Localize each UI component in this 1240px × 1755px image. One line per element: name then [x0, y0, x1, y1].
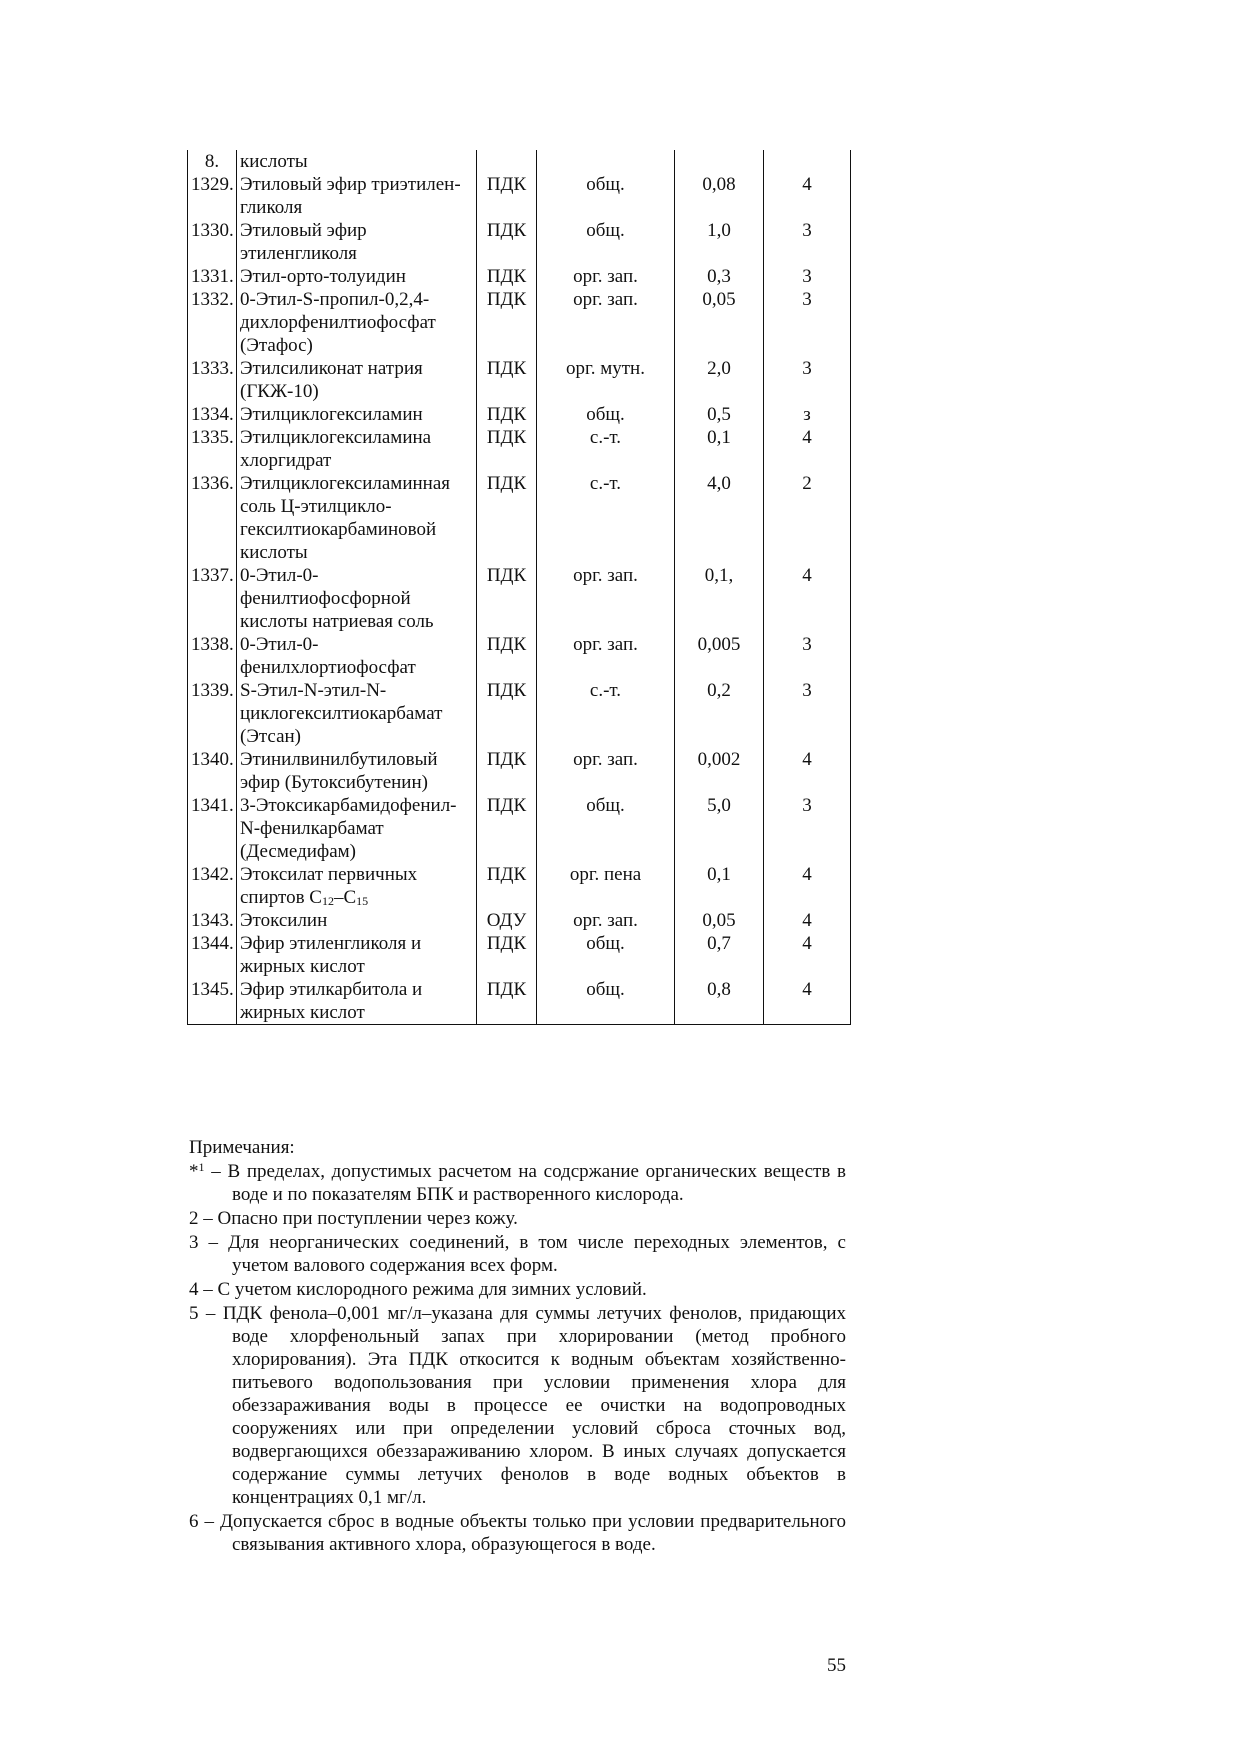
norm-type: ПДК: [477, 978, 537, 1025]
row-number: 1344.: [188, 932, 237, 978]
note-2: 2 – Опасно при поступлении через кожу.: [189, 1208, 518, 1229]
hazard-class: 4: [764, 909, 851, 932]
table-row: [188, 794, 851, 863]
table-row: [188, 909, 851, 932]
hazard-class: з: [764, 403, 851, 426]
hazard-class: 2: [764, 472, 851, 564]
hazard-class: 3: [764, 357, 851, 403]
norm-value: 0,05: [675, 288, 764, 357]
row-number: 1338.: [188, 633, 237, 679]
hazard-sign: орг. зап.: [537, 748, 675, 794]
norm-value: 0,7: [675, 932, 764, 978]
substance-name: Этиловый эфир этиленгликоля: [237, 219, 477, 265]
norm-type: [477, 150, 537, 173]
norm-type: ОДУ: [477, 909, 537, 932]
table-row: [188, 748, 851, 794]
row-number: 1342.: [188, 863, 237, 909]
hazard-sign: с.-т.: [537, 426, 675, 472]
norm-value: [675, 150, 764, 173]
row-number: 1337.: [188, 564, 237, 633]
table-row: [188, 679, 851, 748]
notes-heading: Примечания:: [189, 1137, 295, 1158]
table-row: [188, 426, 851, 472]
norm-value: 0,002: [675, 748, 764, 794]
substance-name: Этил-орто-толуидин: [237, 265, 477, 288]
substance-name-text: Этоксилат первичных спиртов C: [240, 864, 418, 908]
table-row: [188, 978, 851, 1025]
norm-type: ПДК: [477, 472, 537, 564]
table-row: [188, 564, 851, 633]
norm-type: ПДК: [477, 403, 537, 426]
hazard-class: 3: [764, 633, 851, 679]
substance-name: Этинилвинилбутиловый эфир (Бутоксибутенин): [237, 748, 477, 794]
norm-value: 0,05: [675, 909, 764, 932]
norm-type: ПДК: [477, 426, 537, 472]
row-number: 1343.: [188, 909, 237, 932]
hazard-sign: общ.: [537, 173, 675, 219]
hazard-class: 4: [764, 564, 851, 633]
notes-section: [189, 1136, 846, 1557]
norm-value: 0,3: [675, 265, 764, 288]
hazard-sign: общ.: [537, 932, 675, 978]
note-3: 3 – Для неорганических соединений, в том числе переходных элементов, с учетом валового содержания всех форм.: [189, 1232, 846, 1276]
hazard-sign: с.-т.: [537, 679, 675, 748]
hazard-class: 4: [764, 748, 851, 794]
hazard-class: [764, 150, 851, 173]
norm-type: ПДК: [477, 288, 537, 357]
row-number: 1332.: [188, 288, 237, 357]
table-row: [188, 472, 851, 564]
table-row: [188, 150, 851, 173]
hazard-sign: орг. зап.: [537, 564, 675, 633]
substance-name: 0-Этил-0-фенилтиофосфорной кислоты натриевая соль: [237, 564, 477, 633]
note-1-text: – В пределах, допустимых расчетом на содсржание органических веществ в воде и по показателям БПК и растворенного кислорода.: [204, 1161, 846, 1205]
row-number: 1333.: [188, 357, 237, 403]
norm-value: 5,0: [675, 794, 764, 863]
substance-name: S-Этил-N-этил-N-циклогексилтиокарбамат (Этсан): [237, 679, 477, 748]
substance-name: кислоты: [237, 150, 477, 173]
hazard-sign: общ.: [537, 219, 675, 265]
hazard-sign: общ.: [537, 403, 675, 426]
table-row: [188, 932, 851, 978]
hazard-class: 3: [764, 288, 851, 357]
norm-value: 0,1,: [675, 564, 764, 633]
hazard-class: 3: [764, 679, 851, 748]
note-1-mark: *: [189, 1161, 199, 1182]
note-1-sup: 1: [198, 1160, 205, 1174]
row-number: 1341.: [188, 794, 237, 863]
norm-type: ПДК: [477, 219, 537, 265]
hazard-sign: с.-т.: [537, 472, 675, 564]
hazard-class: 4: [764, 173, 851, 219]
hazard-sign: орг. зап.: [537, 633, 675, 679]
note-4: 4 – С учетом кислородного режима для зимних условий.: [189, 1279, 647, 1300]
norm-value: 0,8: [675, 978, 764, 1025]
norm-value: 0,08: [675, 173, 764, 219]
note-6: 6 – Допускается сброс в водные объекты только при условии предварительного связывания активного хлора, образующегося в воде.: [189, 1511, 846, 1555]
hazard-sign: орг. зап.: [537, 288, 675, 357]
substance-name: Этилсиликонат натрия (ГКЖ-10): [237, 357, 477, 403]
hazard-class: 4: [764, 932, 851, 978]
norm-type: ПДК: [477, 679, 537, 748]
row-number: 1340.: [188, 748, 237, 794]
norm-type: ПДК: [477, 863, 537, 909]
norm-value: 0,2: [675, 679, 764, 748]
norm-value: 0,005: [675, 633, 764, 679]
subscript-carbon-start: 12: [321, 894, 334, 908]
table-row: [188, 863, 851, 909]
row-number: 1339.: [188, 679, 237, 748]
row-number: 1330.: [188, 219, 237, 265]
row-number: 1345.: [188, 978, 237, 1025]
table-body: [188, 150, 851, 1025]
hazard-sign: общ.: [537, 978, 675, 1025]
hazard-class: 3: [764, 265, 851, 288]
substance-name: 0-Этил-S-пропил-0,2,4-дихлорфенилтиофосфат (Этафос): [237, 288, 477, 357]
norm-value: 4,0: [675, 472, 764, 564]
row-number: 1336.: [188, 472, 237, 564]
norm-type: ПДК: [477, 748, 537, 794]
norm-type: ПДК: [477, 265, 537, 288]
subscript-carbon-end: 15: [356, 894, 369, 908]
page-number: 55: [827, 1655, 846, 1676]
substance-name: Эфир этиленгликоля и жирных кислот: [237, 932, 477, 978]
substance-name: Этилциклогексиламин: [237, 403, 477, 426]
hazard-sign: общ.: [537, 794, 675, 863]
substance-name: Этоксилин: [237, 909, 477, 932]
note-5: 5 – ПДК фенола–0,001 мг/л–указана для суммы летучих фенолов, придающих воде хлорфенольный запах при хлорировании (метод пробного хлорирования). Эта ПДК откосится к водным объектам хозяйственно-питьевого водопользования при условии применения хлора для обеззараживания воды в процессе ее очистки на водопроводных сооружениях или при определении условий сброса сточных вод, водвергающихся обеззараживанию хлором. В иных случаях допускается содержание суммы летучих фенолов в воде водных объектов в концентрациях 0,1 мг/л.: [189, 1303, 846, 1508]
hazard-class: 3: [764, 219, 851, 265]
norm-type: ПДК: [477, 794, 537, 863]
norm-type: ПДК: [477, 173, 537, 219]
table-row: [188, 633, 851, 679]
hazard-sign: орг. зап.: [537, 265, 675, 288]
hazard-sign: [537, 150, 675, 173]
norm-type: ПДК: [477, 564, 537, 633]
row-number: 1329.: [188, 173, 237, 219]
table-row: [188, 219, 851, 265]
table-row: [188, 173, 851, 219]
norm-value: 2,0: [675, 357, 764, 403]
norm-value: 1,0: [675, 219, 764, 265]
substances-table: [187, 150, 851, 1025]
norm-value: 0,5: [675, 403, 764, 426]
substance-name: Этилциклогексиламинная соль Ц-этилцикло-гексилтиокарбаминовой кислоты: [237, 472, 477, 564]
substance-name: Эфир этилкарбитола и жирных кислот: [237, 978, 477, 1025]
substance-name: Этиловый эфир триэтилен-гликоля: [237, 173, 477, 219]
substance-name-dash: –C: [333, 887, 357, 908]
substance-name: Этилциклогексиламина хлоргидрат: [237, 426, 477, 472]
hazard-class: 4: [764, 978, 851, 1025]
table-row: [188, 288, 851, 357]
norm-type: ПДК: [477, 633, 537, 679]
note-1: [189, 1160, 846, 1206]
norm-type: ПДК: [477, 357, 537, 403]
row-number: 1335.: [188, 426, 237, 472]
norm-value: 0,1: [675, 426, 764, 472]
table-row: [188, 357, 851, 403]
hazard-sign: орг. пена: [537, 863, 675, 909]
hazard-sign: орг. мутн.: [537, 357, 675, 403]
row-number: 1334.: [188, 403, 237, 426]
hazard-sign: орг. зап.: [537, 909, 675, 932]
substance-name: [237, 863, 477, 909]
table-row: [188, 265, 851, 288]
row-number: 1331.: [188, 265, 237, 288]
norm-type: ПДК: [477, 932, 537, 978]
substance-name: 0-Этил-0-фенилхлортиофосфат: [237, 633, 477, 679]
norm-value: 0,1: [675, 863, 764, 909]
hazard-class: 3: [764, 794, 851, 863]
row-number: 8.: [188, 150, 237, 173]
hazard-class: 4: [764, 426, 851, 472]
hazard-class: 4: [764, 863, 851, 909]
table-row: [188, 403, 851, 426]
substance-name: 3-Этоксикарбамидофенил-N-фенилкарбамат (Десмедифам): [237, 794, 477, 863]
